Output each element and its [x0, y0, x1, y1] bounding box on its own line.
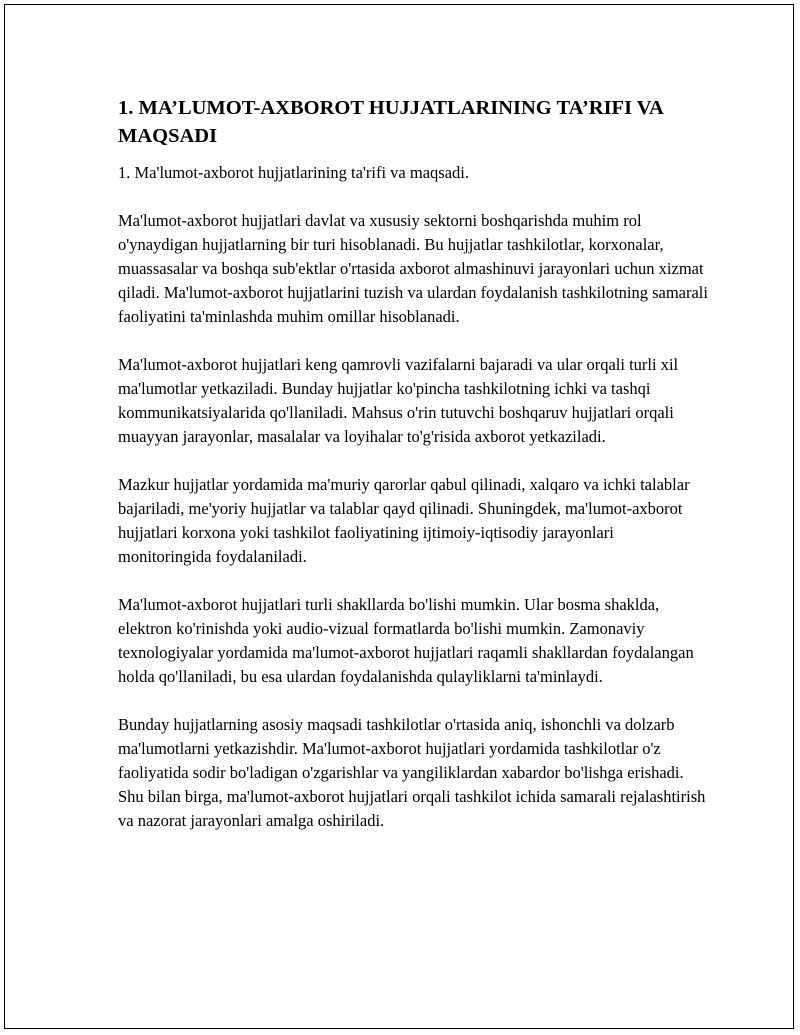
- paragraph-4: Ma'lumot-axborot hujjatlari turli shakllarda bo'lishi mumkin. Ular bosma shaklda, elektron ko'rinishda yoki audio-vizual formatlarda bo'lishi mumkin. Zamonaviy texnologiyalar yordamida ma'lumot-axborot hujjatlari raqamli shakllardan foydalangan holda qo'llaniladi, bu esa ulardan foydalanishda qulayliklarni ta'minlaydi.: [118, 595, 694, 686]
- document-title: 1. MA’LUMOT-AXBOROT HUJJATLARINING TA’RIFI VA MAQSADI: [118, 97, 663, 147]
- paragraph-2: Ma'lumot-axborot hujjatlari keng qamrovli vazifalarni bajaradi va ular orqali turli xil ma'lumotlar yetkaziladi. Bunday hujjatlar ko'pincha tashkilotning ichki va tashqi kommunikatsiyalarida qo'llaniladi. Mahsus o'rin tutuvchi boshqaruv hujjatlari orqali muayyan jarayonlar, masalalar va loyihalar to'g'risida axborot yetkaziladi.: [118, 355, 679, 446]
- document-subtitle: 1. Ma'lumot-axborot hujjatlarining ta'rifi va maqsadi.: [118, 163, 469, 182]
- document-body: [118, 94, 708, 833]
- paragraph-1: Ma'lumot-axborot hujjatlari davlat va xususiy sektorni boshqarishda muhim rol o'ynaydigan hujjatlarning bir turi hisoblanadi. Bu hujjatlar tashkilotlar, korxonalar, muassasalar va boshqa sub'ektlar o'rtasida axborot almashinuvi jarayonlari uchun xizmat qiladi. Ma'lumot-axborot hujjatlarini tuzish va ulardan foydalanish tashkilotning samarali faoliyatini ta'minlashda muhim omillar hisoblanadi.: [118, 211, 708, 326]
- paragraph-5: Bunday hujjatlarning asosiy maqsadi tashkilotlar o'rtasida aniq, ishonchli va dolzarb ma'lumotlarni yetkazishdir. Ma'lumot-axborot hujjatlari yordamida tashkilotlar o'z faoliyatida sodir bo'ladigan o'zgarishlar va yangiliklardan xabardor bo'lishga erishadi. Shu bilan birga, ma'lumot-axborot hujjatlari orqali tashkilot ichida samarali rejalashtirish va nazorat jarayonlari amalga oshiriladi.: [118, 715, 706, 830]
- paragraph-3: Mazkur hujjatlar yordamida ma'muriy qarorlar qabul qilinadi, xalqaro va ichki talablar bajariladi, me'yoriy hujjatlar va talablar qayd qilinadi. Shuningdek, ma'lumot-axborot hujjatlari korxona yoki tashkilot faoliyatining ijtimoiy-iqtisodiy jarayonlari monitoringida foydalaniladi.: [118, 475, 690, 566]
